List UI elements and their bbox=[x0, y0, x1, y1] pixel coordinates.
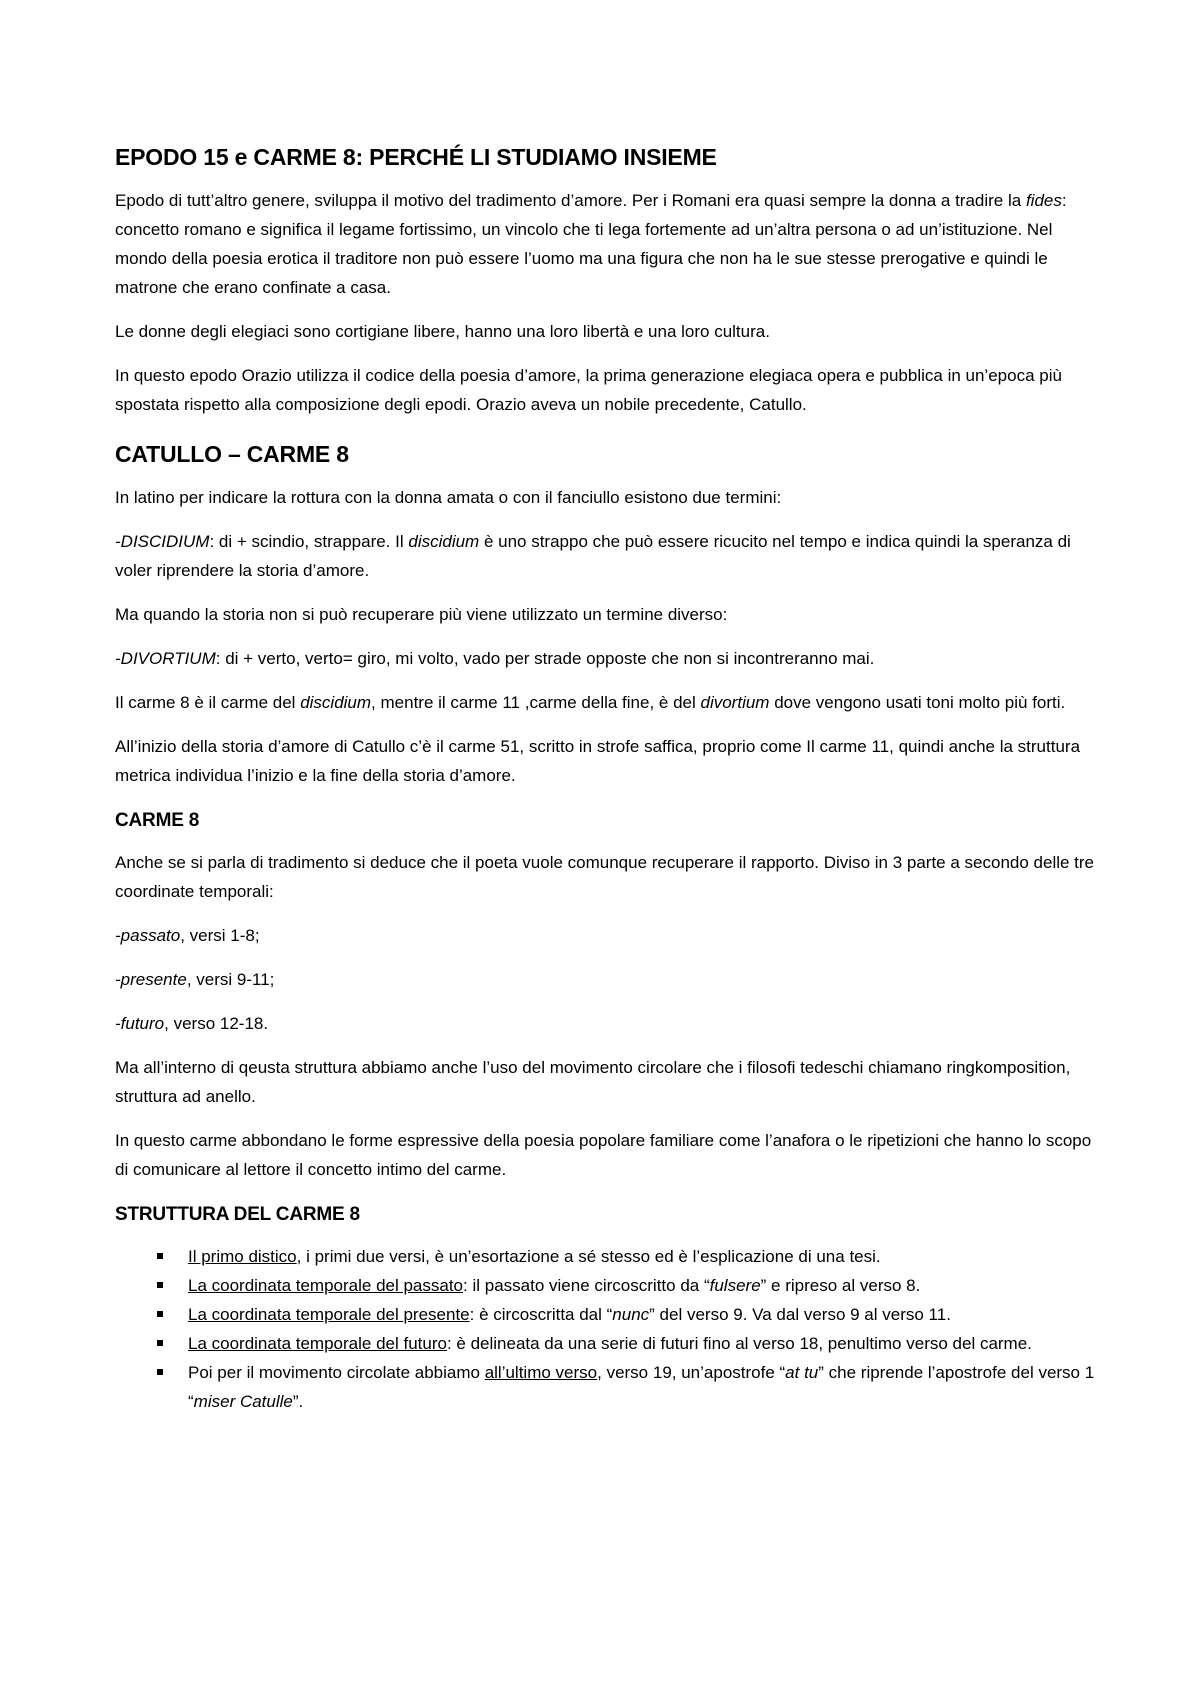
text-span: dove vengono usati toni molto più forti. bbox=[769, 693, 1066, 712]
text-span: , versi 9-11; bbox=[186, 970, 275, 989]
text-span: : il passato viene circoscritto da “ bbox=[463, 1276, 710, 1295]
intro-paragraph-3: In questo epodo Orazio utilizza il codice della poesia d’amore, la prima generazione elegiaca opera e pubblica in un’epoca più spostata rispetto alla composizione degli epodi. Orazio aveva un nobile precedente, Catullo. bbox=[115, 366, 1062, 414]
text-span: , versi 1-8; bbox=[180, 926, 260, 945]
list-item bbox=[115, 1242, 1105, 1271]
catullo-paragraph-1: In latino per indicare la rottura con la donna amata o con il fanciullo esistono due termini: bbox=[115, 488, 782, 507]
carme8-futuro bbox=[115, 1009, 1105, 1038]
italic-word: divortium bbox=[700, 693, 770, 712]
text-span: , verso 19, un’apostrofe “ bbox=[597, 1363, 786, 1382]
text-span: Poi per il movimento circolate abbiamo bbox=[188, 1363, 485, 1382]
italic-term-futuro: -futuro bbox=[115, 1014, 165, 1033]
italic-term-passato: -passato bbox=[115, 926, 181, 945]
text-span: ” e ripreso al verso 8. bbox=[760, 1276, 921, 1295]
catullo-paragraph-discidium bbox=[115, 527, 1105, 585]
italic-word: miser Catulle bbox=[193, 1392, 293, 1411]
catullo-paragraph-3: Ma quando la storia non si può recuperare più viene utilizzato un termine diverso: bbox=[115, 605, 728, 624]
catullo-paragraph-6: All’inizio della storia d’amore di Catullo c’è il carme 51, scritto in strofe saffica, proprio come Il carme 11, quindi anche la struttura metrica individua l’inizio e la fine della storia d’amore. bbox=[115, 737, 1081, 785]
italic-word: discidium bbox=[300, 693, 372, 712]
text-span: Epodo di tutt’altro genere, sviluppa il motivo del tradimento d’amore. Per i Romani era quasi sempre la donna a tradire la bbox=[115, 191, 1026, 210]
text-span: ”. bbox=[292, 1392, 304, 1411]
text-span: : di + verto, verto= giro, mi volto, vado per strade opposte che non si incontreranno mai. bbox=[215, 649, 875, 668]
document-title: EPODO 15 e CARME 8: PERCHÉ LI STUDIAMO INSIEME bbox=[115, 144, 717, 170]
struttura-list bbox=[115, 1242, 1105, 1416]
section-heading-catullo: CATULLO – CARME 8 bbox=[115, 441, 349, 467]
carme8-paragraph-1: Anche se si parla di tradimento si deduce che il poeta vuole comunque recuperare il rapporto. Diviso in 3 parte a secondo delle tre coordinate temporali: bbox=[115, 853, 1095, 901]
text-span: , i primi due versi, è un’esortazione a sé stesso ed è l’esplicazione di una tesi. bbox=[296, 1247, 881, 1266]
underlined-text: Il primo distico bbox=[188, 1247, 297, 1266]
underlined-text: La coordinata temporale del futuro bbox=[188, 1334, 447, 1353]
section-heading-struttura: STRUTTURA DEL CARME 8 bbox=[115, 1204, 360, 1225]
square-bullet-icon bbox=[157, 1340, 163, 1346]
carme8-passato bbox=[115, 921, 1105, 950]
italic-word: nunc bbox=[612, 1305, 650, 1324]
list-item bbox=[115, 1271, 1105, 1300]
intro-paragraph-2: Le donne degli elegiaci sono cortigiane libere, hanno una loro libertà e una loro cultura. bbox=[115, 322, 770, 341]
square-bullet-icon bbox=[157, 1253, 163, 1259]
document-page bbox=[115, 142, 1105, 1416]
square-bullet-icon bbox=[157, 1282, 163, 1288]
carme8-paragraph-2: Ma all’interno di qeusta struttura abbiamo anche l’uso del movimento circolare che i filosofi tedeschi chiamano ringkomposition, struttura ad anello. bbox=[115, 1058, 1071, 1106]
italic-term-divortium: -DIVORTIUM bbox=[115, 649, 216, 668]
italic-term-presente: -presente bbox=[115, 970, 187, 989]
text-span: ” del verso 9. Va dal verso 9 al verso 11. bbox=[649, 1305, 951, 1324]
italic-word: fulsere bbox=[709, 1276, 761, 1295]
underlined-text: La coordinata temporale del passato bbox=[188, 1276, 464, 1295]
text-span: : è delineata da una serie di futuri fino al verso 18, penultimo verso del carme. bbox=[446, 1334, 1032, 1353]
text-span: ” che riprende l’apostrofe del verso 1 “ bbox=[188, 1363, 1095, 1411]
catullo-paragraph-divortium bbox=[115, 644, 1105, 673]
section-heading-carme8: CARME 8 bbox=[115, 810, 200, 831]
catullo-paragraph-5 bbox=[115, 688, 1105, 717]
text-span: è uno strappo che può essere ricucito nel tempo e indica quindi la speranza di voler riprendere la storia d’amore. bbox=[115, 532, 1071, 580]
square-bullet-icon bbox=[157, 1311, 163, 1317]
underlined-text: La coordinata temporale del presente bbox=[188, 1305, 470, 1324]
list-item bbox=[115, 1300, 1105, 1329]
text-span: , mentre il carme 11 ,carme della fine, è del bbox=[371, 693, 701, 712]
carme8-presente bbox=[115, 965, 1105, 994]
italic-word: at tu bbox=[785, 1363, 819, 1382]
carme8-paragraph-3: In questo carme abbondano le forme espressive della poesia popolare familiare come l’anafora o le ripetizioni che hanno lo scopo di comunicare al lettore il concetto intimo del carme. bbox=[115, 1131, 1092, 1179]
text-span: : di + scindio, strappare. Il bbox=[209, 532, 409, 551]
underlined-text: all’ultimo verso bbox=[484, 1363, 598, 1382]
text-span: Il carme 8 è il carme del bbox=[115, 693, 301, 712]
text-span: : è circoscritta dal “ bbox=[469, 1305, 613, 1324]
list-item bbox=[115, 1358, 1105, 1416]
text-span: : concetto romano e significa il legame fortissimo, un vincolo che ti lega fortemente ad un’altra persona o ad un’istituzione. Nel mondo della poesia erotica il traditore non può essere l’uomo ma una figura che non ha le sue stesse prerogative e quindi le matrone che erano confinate a casa. bbox=[115, 191, 1067, 297]
italic-word: discidium bbox=[408, 532, 480, 551]
italic-term-fides: fides bbox=[1025, 191, 1062, 210]
text-span: , verso 12-18. bbox=[164, 1014, 269, 1033]
list-item bbox=[115, 1329, 1105, 1358]
square-bullet-icon bbox=[157, 1369, 163, 1375]
intro-paragraph-1 bbox=[115, 186, 1105, 302]
italic-term-discidium: -DISCIDIUM bbox=[115, 532, 210, 551]
